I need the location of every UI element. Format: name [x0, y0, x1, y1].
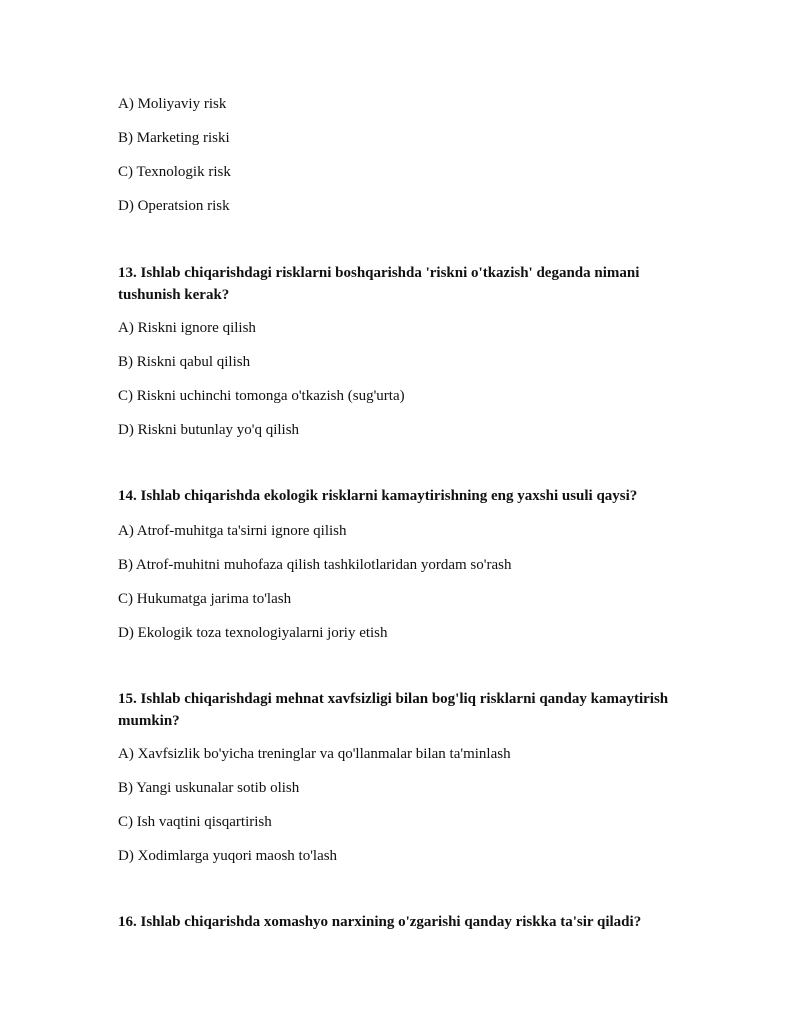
option-d: D) Riskni butunlay yo'q qilish	[118, 422, 300, 438]
option-d: D) Ekologik toza texnologiyalarni joriy etish	[118, 625, 388, 641]
question-13: 13. Ishlab chiqarishdagi risklarni boshqarishda 'riskni o'tkazish' deganda nimani tushunish kerak?	[118, 265, 640, 303]
option-a: A) Riskni ignore qilish	[118, 320, 256, 336]
option-b: B) Yangi uskunalar sotib olish	[118, 780, 300, 796]
option-c: C) Riskni uchinchi tomonga o'tkazish (sug'urta)	[118, 388, 405, 404]
option-c: C) Texnologik risk	[118, 164, 231, 180]
option-c: C) Ish vaqtini qisqartirish	[118, 814, 272, 830]
option-b: B) Riskni qabul qilish	[118, 354, 251, 370]
option-d: D) Xodimlarga yuqori maosh to'lash	[118, 848, 338, 864]
option-a: A) Moliyaviy risk	[118, 96, 227, 112]
option-b: B) Atrof-muhitni muhofaza qilish tashkilotlaridan yordam so'rash	[118, 557, 512, 573]
question-16: 16. Ishlab chiqarishda xomashyo narxining o'zgarishi qanday riskka ta'sir qiladi?	[118, 914, 642, 930]
option-a: A) Atrof-muhitga ta'sirni ignore qilish	[118, 523, 347, 539]
question-15: 15. Ishlab chiqarishdagi mehnat xavfsizligi bilan bog'liq risklarni qanday kamaytirish mumkin?	[118, 691, 669, 729]
option-d: D) Operatsion risk	[118, 198, 230, 214]
option-c: C) Hukumatga jarima to'lash	[118, 591, 292, 607]
question-14: 14. Ishlab chiqarishda ekologik risklarni kamaytirishning eng yaxshi usuli qaysi?	[118, 488, 638, 504]
option-a: A) Xavfsizlik bo'yicha treninglar va qo'llanmalar bilan ta'minlash	[118, 746, 511, 762]
option-b: B) Marketing riski	[118, 130, 230, 146]
